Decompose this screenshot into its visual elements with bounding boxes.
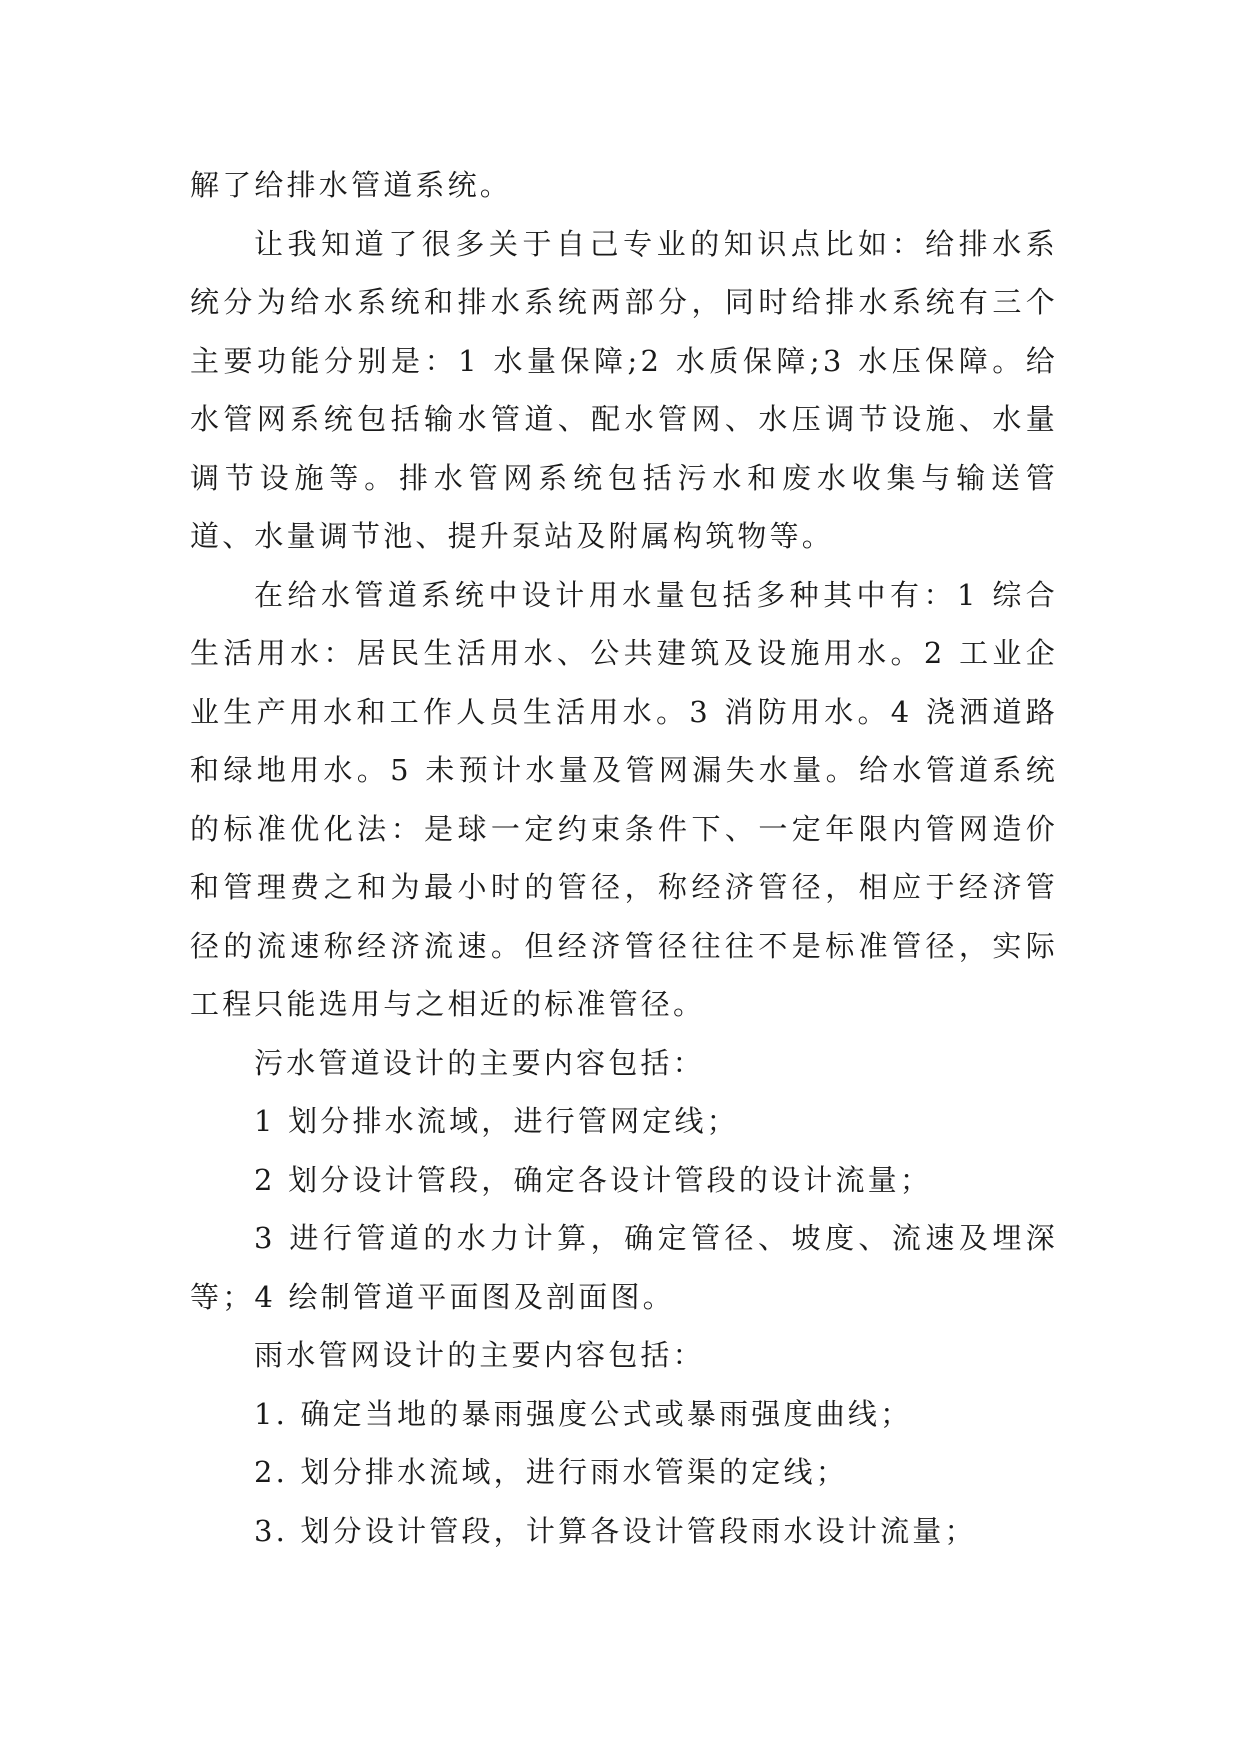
paragraph-design-water-demand: 在给水管道系统中设计用水量包括多种其中有：1 综合生活用水：居民生活用水、公共建筑及设施用水。2 工业企业生产用水和工作人员生活用水。3 消防用水。4 浇洒道路和绿地用水。5 未预计水量及管网漏失水量。给水管道系统的标准优化法：是球一定约束条件下、一定年限内管网造价和管理费之和为最小时的管径，称经济管径，相应于经济管径的流速称经济流速。但经济管径往往不是标准管径，实际工程只能选用与之相近的标准管径。 [190, 577, 1058, 1021]
list-item-sewage-2: 2 划分设计管段，确定各设计管段的设计流量； [254, 1162, 933, 1197]
document-body [190, 156, 1058, 1560]
list-item-sewage-1: 1 划分排水流域，进行管网定线； [254, 1104, 739, 1138]
list-item-storm-2: 2. 划分排水流域，进行雨水管渠的定线； [254, 1455, 848, 1489]
paragraph-professional-knowledge: 让我知道了很多关于自己专业的知识点比如：给排水系统分为给水系统和排水系统两部分，同时给排水系统有三个主要功能分别是：1 水量保障;2 水质保障;3 水压保障。给水管网系统包括输水管道、配水管网、水压调节设施、水量调节设施等。排水管网系统包括污水和废水收集与输送管道、水量调节池、提升泵站及附属构筑物等。 [190, 226, 1058, 553]
paragraph-continuation: 解了给排水管道系统。 [190, 168, 513, 202]
paragraph-storm-design-heading: 雨水管网设计的主要内容包括： [254, 1338, 705, 1372]
list-item-sewage-3-4: 3 进行管道的水力计算，确定管径、坡度、流速及埋深等；4 绘制管道平面图及剖面图。 [190, 1221, 1058, 1314]
list-item-storm-3: 3. 划分设计管段，计算各设计管段雨水设计流量； [254, 1513, 977, 1548]
list-item-storm-1: 1. 确定当地的暴雨强度公式或暴雨强度曲线； [254, 1396, 913, 1431]
paragraph-sewage-design-heading: 污水管道设计的主要内容包括： [254, 1045, 705, 1080]
